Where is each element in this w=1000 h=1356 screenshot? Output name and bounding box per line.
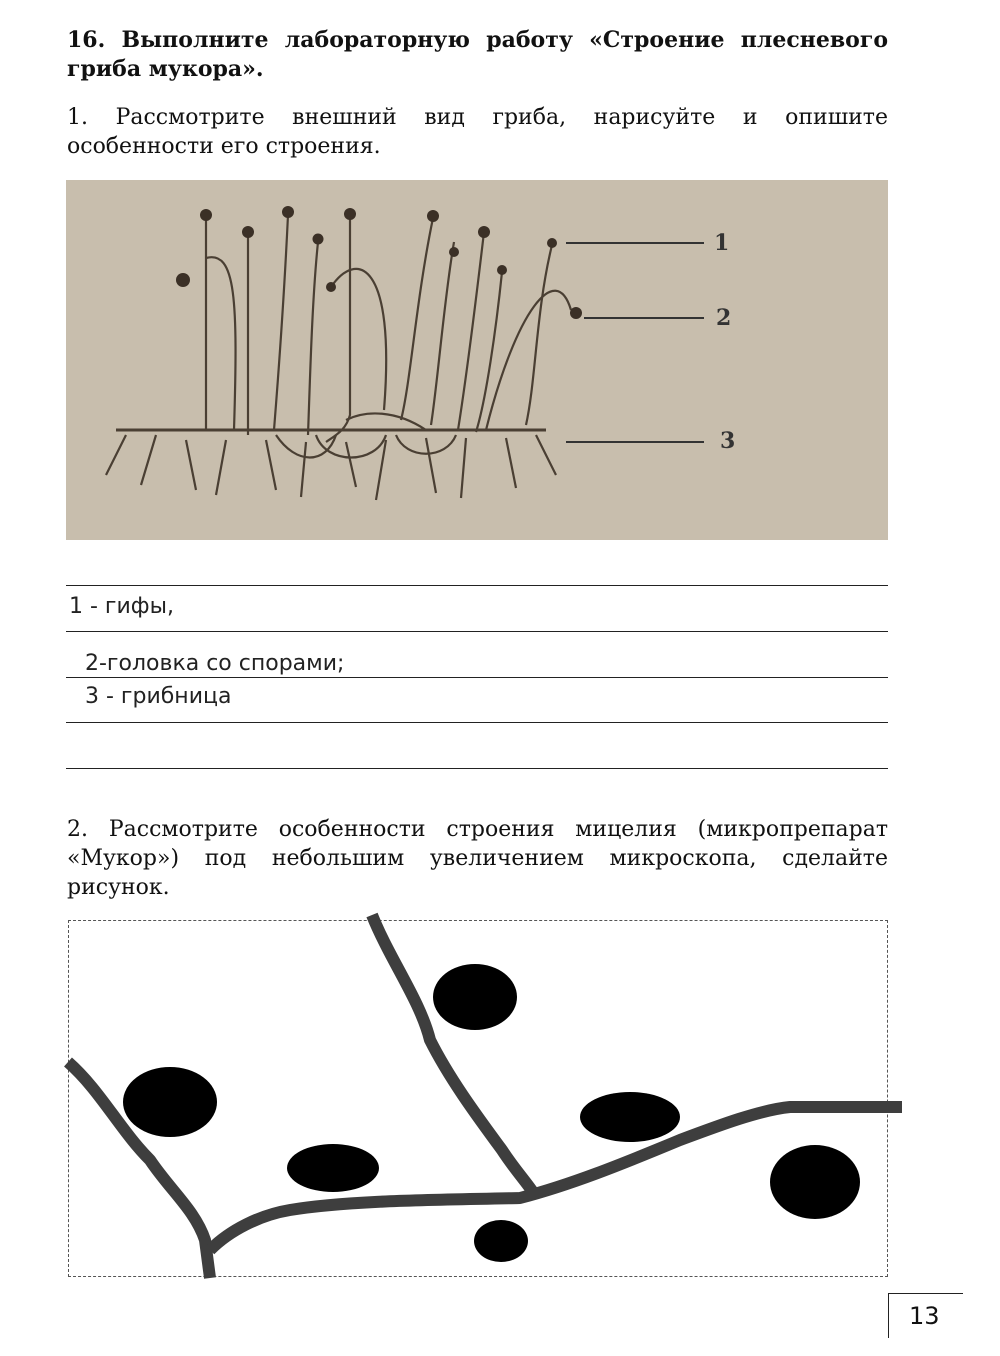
figure-label-1: 1 — [714, 230, 730, 256]
answer-2: 2-головка со спорами; — [85, 651, 345, 676]
answer-1: 1 - гифы, — [69, 594, 174, 619]
step-1-instruction: 1. Рассмотрите внешний вид гриба, нарисуйте и опишите особенности его строения. — [67, 105, 888, 159]
page-number: 13 — [909, 1302, 940, 1330]
page-number-box — [888, 1293, 963, 1338]
figure-label-2: 2 — [716, 305, 732, 331]
step-2-instruction: 2. Рассмотрите особенности строения мицелия (микропрепарат «Мукор») под небольшим увеличением микроскопа, сделайте рисунок. — [67, 817, 888, 900]
answer-3: 3 - грибница — [85, 684, 232, 709]
figure-label-3: 3 — [720, 428, 736, 454]
task-title: 16. Выполните лабораторную работу «Строение плесневого гриба мукора». — [67, 27, 888, 82]
